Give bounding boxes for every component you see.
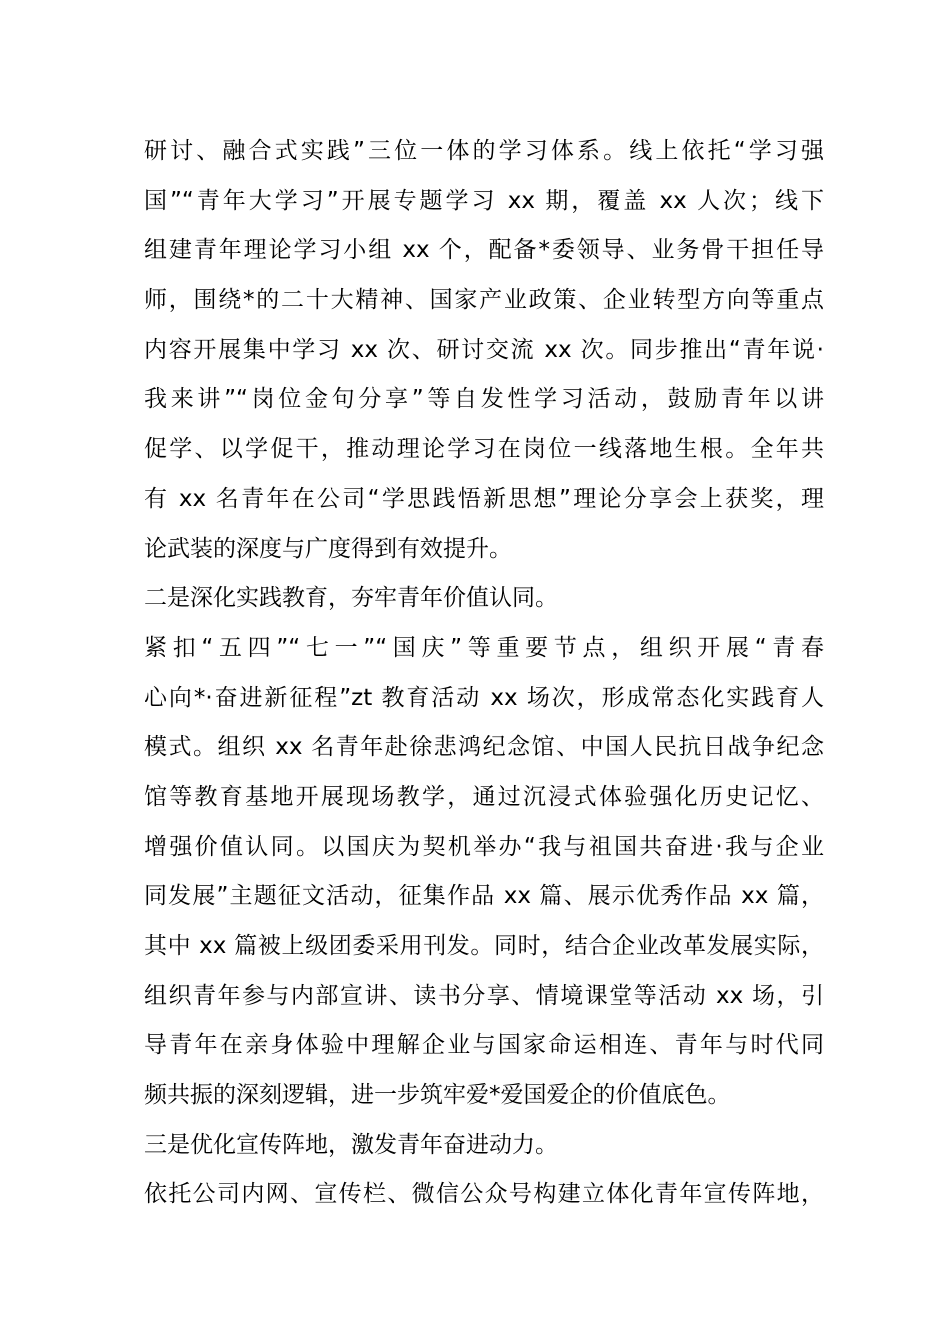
text-line: 其中 xx 篇被上级团委采用刊发。同时，结合企业改革发展实际， (144, 933, 824, 959)
text-line: 师，围绕*的二十大精神、国家产业政策、企业转型方向等重点 (144, 287, 824, 314)
text-line: 二是深化实践教育，夯牢青年价值认同。 (144, 585, 558, 612)
text-line: 心向*·奋进新征程”zt 教育活动 xx 场次，形成常态化实践育人 (144, 684, 824, 711)
text-line: 导青年在亲身体验中理解企业与国家命运相连、青年与时代同 (144, 1032, 824, 1059)
text-line: 增强价值认同。以国庆为契机举办“我与祖国共奋进·我与企业 (144, 833, 824, 860)
document-body (144, 127, 824, 1220)
text-line: 促学、以学促干，推动理论学习在岗位一线落地生根。全年共 (144, 436, 824, 463)
text-line: 国”“青年大学习”开展专题学习 xx 期，覆盖 xx 人次；线下 (144, 187, 824, 214)
text-line: 模式。组织 xx 名青年赴徐悲鸿纪念馆、中国人民抗日战争纪念 (144, 734, 824, 761)
text-line: 组织青年参与内部宣讲、读书分享、情境课堂等活动 xx 场，引 (144, 982, 824, 1009)
text-line: 我来讲”“岗位金句分享”等自发性学习活动，鼓励青年以讲 (144, 386, 824, 413)
text-line: 同发展”主题征文活动，征集作品 xx 篇、展示优秀作品 xx 篇， (144, 883, 824, 910)
text-line: 频共振的深刻逻辑，进一步筑牢爱*爱国爱企的价值底色。 (144, 1082, 731, 1109)
text-line: 内容开展集中学习 xx 次、研讨交流 xx 次。同步推出“青年说· (144, 336, 824, 363)
text-line: 馆等教育基地开展现场教学，通过沉浸式体验强化历史记忆、 (144, 783, 824, 810)
text-line: 三是优化宣传阵地，激发青年奋进动力。 (144, 1131, 558, 1158)
text-line: 有 xx 名青年在公司“学思践悟新思想”理论分享会上获奖，理 (144, 485, 824, 512)
text-line: 组建青年理论学习小组 xx 个，配备*委领导、业务骨干担任导 (144, 237, 824, 264)
text-line: 论武装的深度与广度得到有效提升。 (144, 535, 512, 562)
text-line: 依托公司内网、宣传栏、微信公众号构建立体化青年宣传阵地， (144, 1181, 824, 1208)
text-line: 研讨、融合式实践”三位一体的学习体系。线上依托“学习强 (144, 138, 824, 164)
text-line: 紧扣“五四”“七一”“国庆”等重要节点，组织开展“青春 (144, 634, 824, 661)
